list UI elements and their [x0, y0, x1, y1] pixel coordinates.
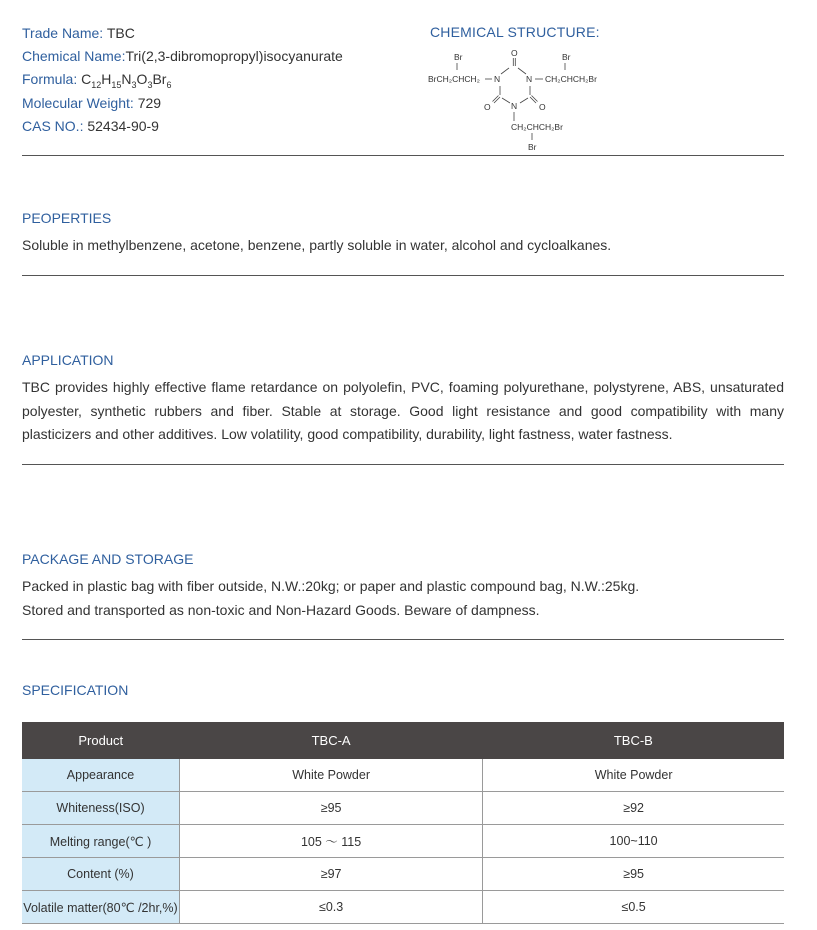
- right-chain-label: CH₂CHCH₂Br: [545, 74, 597, 84]
- column-header-product: Product: [22, 722, 180, 759]
- cell-tbc-a-content: ≥97: [180, 858, 483, 891]
- cas-number-value: 52434-90-9: [87, 118, 159, 134]
- br-left-label: Br: [454, 52, 463, 62]
- cell-tbc-a-appearance: White Powder: [180, 759, 483, 792]
- divider-4: [22, 639, 784, 640]
- properties-text: Soluble in methylbenzene, acetone, benzene, partly soluble in water, alcohol and cycloalkanes.: [22, 237, 612, 253]
- cell-tbc-b-melting-range: 100~110: [483, 825, 784, 858]
- left-chain-label: BrCH₂CHCH₂: [428, 74, 480, 84]
- row-label-content: Content (%): [22, 858, 180, 891]
- divider-3: [22, 464, 784, 465]
- formula-value: $C_{12}H_{15}N_3O_3Br_6$: [81, 71, 172, 90]
- chemical-structure-diagram: [426, 46, 616, 156]
- package-line-2: Stored and transported as non-toxic and Non-Hazard Goods. Beware of dampness.: [22, 601, 540, 618]
- application-text: TBC provides highly effective flame retardance on polyolefin, PVC, foaming polyurethane, polystyrene, ABS, unsaturated polyester, synthetic rubbers and fiber. Stable at storage. Good light resistance and good compatibility with many plasticizers and other additives. Low volatility, good compatibility, durability, light fastness, water fastness.: [22, 379, 784, 442]
- specification-table: [22, 722, 784, 924]
- divider-2: [22, 275, 784, 276]
- n-left-label: N: [494, 74, 501, 84]
- chemical-name-line: [22, 47, 343, 65]
- properties-heading: PEOPERTIES: [22, 210, 112, 226]
- br-right-label: Br: [562, 52, 571, 62]
- package-line-1: Packed in plastic bag with fiber outside, N.W.:20kg; or paper and plastic compound bag, N.W.:25kg.: [22, 578, 640, 594]
- molecular-weight-line: [22, 94, 161, 112]
- table-row: [22, 759, 784, 792]
- row-label-appearance: Appearance: [22, 759, 180, 792]
- package-text: [22, 575, 784, 622]
- row-label-volatile-matter: Volatile matter(80℃ /2hr,%): [22, 891, 180, 924]
- bottom-chain-label: CH₂CHCH₂Br: [511, 122, 563, 132]
- application-heading: APPLICATION: [22, 352, 114, 368]
- cas-number-label: CAS NO.:: [22, 118, 84, 134]
- cell-tbc-a-melting-range: 105 ～ 115: [180, 825, 483, 858]
- cell-tbc-b-content: ≥95: [483, 858, 784, 891]
- chemical-structure-title: CHEMICAL STRUCTURE:: [430, 24, 600, 40]
- table-row: [22, 792, 784, 825]
- o-right-label: O: [539, 102, 546, 112]
- table-row: [22, 825, 784, 858]
- cas-number-line: [22, 117, 159, 135]
- chemical-name-value: Tri(2,3-dibromopropyl)isocyanurate: [125, 48, 343, 64]
- trade-name-label: Trade Name:: [22, 25, 104, 41]
- n-bottom-label: N: [511, 101, 518, 111]
- cell-tbc-b-volatile-matter: ≤0.5: [483, 891, 784, 924]
- table-header-row: [22, 722, 784, 759]
- row-label-whiteness: Whiteness(ISO): [22, 792, 180, 825]
- o-left-label: O: [484, 102, 491, 112]
- n-right-label: N: [526, 74, 533, 84]
- table-row: [22, 891, 784, 924]
- trade-name-line: [22, 24, 135, 42]
- cell-tbc-b-whiteness: ≥92: [483, 792, 784, 825]
- molecular-weight-label: Molecular Weight:: [22, 95, 134, 111]
- column-header-tbc-a: TBC-A: [180, 722, 483, 759]
- chemical-name-label: Chemical Name:: [22, 48, 126, 64]
- row-label-melting-range: Melting range(℃ ): [22, 825, 180, 858]
- package-heading: PACKAGE AND STORAGE: [22, 551, 194, 567]
- table-row: [22, 858, 784, 891]
- cell-tbc-a-volatile-matter: ≤0.3: [180, 891, 483, 924]
- cell-tbc-b-appearance: White Powder: [483, 759, 784, 792]
- br-bottom-label: Br: [528, 142, 537, 152]
- column-header-tbc-b: TBC-B: [483, 722, 784, 759]
- formula-label: Formula:: [22, 71, 78, 87]
- cell-tbc-a-whiteness: ≥95: [180, 792, 483, 825]
- o-top-label: O: [511, 48, 518, 58]
- formula-line: [22, 70, 171, 94]
- molecular-weight-value: 729: [137, 95, 162, 111]
- divider-1: [22, 155, 784, 156]
- specification-heading: SPECIFICATION: [22, 682, 129, 698]
- trade-name-value: TBC: [106, 25, 135, 41]
